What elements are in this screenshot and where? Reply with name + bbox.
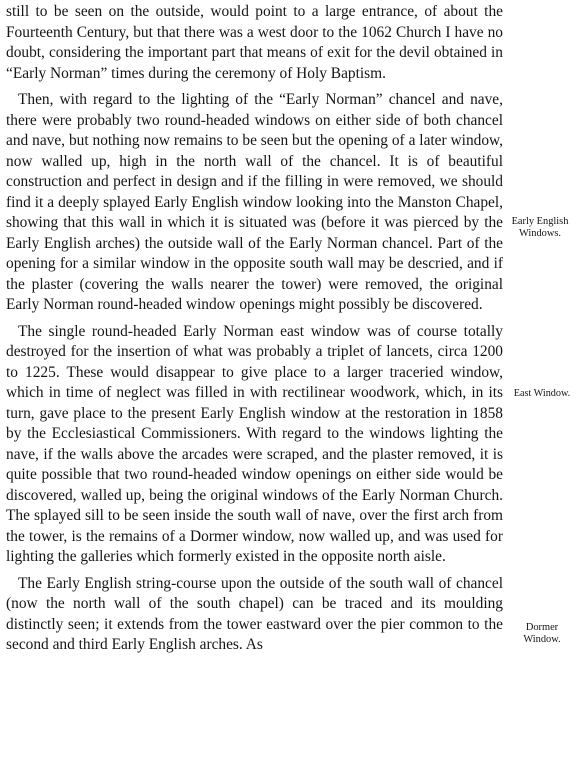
margin-note-early-english-windows: Early English Windows.	[511, 216, 569, 239]
paragraph-2: Then, with regard to the lighting of the “Early Norman” chancel and nave, there were probably two round-headed windows on either side of both chancel and nave, but nothing now remains to be seen but the opening of a later window, now walled up, high in the north wall of the chancel. It is of beautiful construction and perfect in design and if the filling in were removed, we should find it a deeply splayed Early English window looking into the Manston Chapel, showing that this wall in which it is situated was (before it was pierced by the Early English arches) the outside wall of the Early Norman chancel. Part of the opening for a similar window in the opposite south wall may be descried, and if the plaster (covering the walls nearer the tower) were removed, the original Early Norman round-headed window openings might possibly be discovered.	[6, 91, 503, 313]
body-text	[6, 2, 503, 656]
paragraph-4: The Early English string-course upon the outside of the south wall of chancel (now the north wall of the south chapel) can be traced and its moulding distinctly seen; it extends from the tower eastward over the pier common to the second and third Early English arches. As	[6, 574, 503, 653]
paragraph-3: The single round-headed Early Norman east window was of course totally destroyed for the insertion of what was probably a triplet of lancets, circa 1200 to 1225. These would disappear to give place to a larger traceried window, which in time of neglect was filled in with rectilinear woodwork, which, in its turn, gave place to the present Early English window at the restoration in 1858 by the Ecclesiastical Commissioners. With regard to the windows lighting the nave, if the walls above the arcades were scraped, and the plaster removed, it is quite possible that two round-headed window openings on either side would be discovered, walled up, being the original windows of the Early Norman Church. The splayed sill to be seen inside the south wall of nave, over the first arch from the tower, is the remains of a Dormer window, now walled up, and was used for lighting the galleries which formerly existed in the opposite north aisle.	[6, 322, 503, 565]
paragraph-1: still to be seen on the outside, would point to a large entrance, of about the Fourteenth Century, but that there was a west door to the 1062 Church I have no doubt, considering the important part that means of exit for the devil obtained in “Early Norman” times during the ceremony of Holy Baptism.	[6, 3, 503, 82]
margin-note-dormer-window: Dormer Window.	[523, 622, 561, 645]
margin-note-east-window: East Window.	[513, 388, 571, 399]
